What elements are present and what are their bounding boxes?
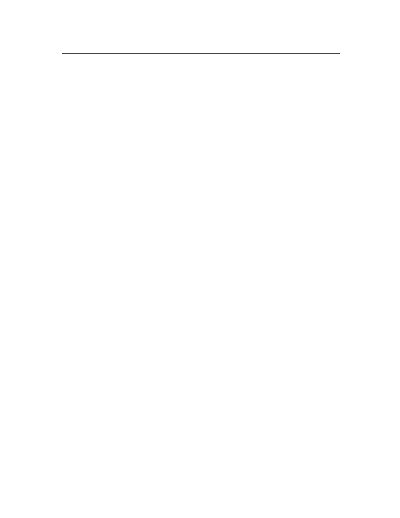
running-head [62, 50, 340, 54]
